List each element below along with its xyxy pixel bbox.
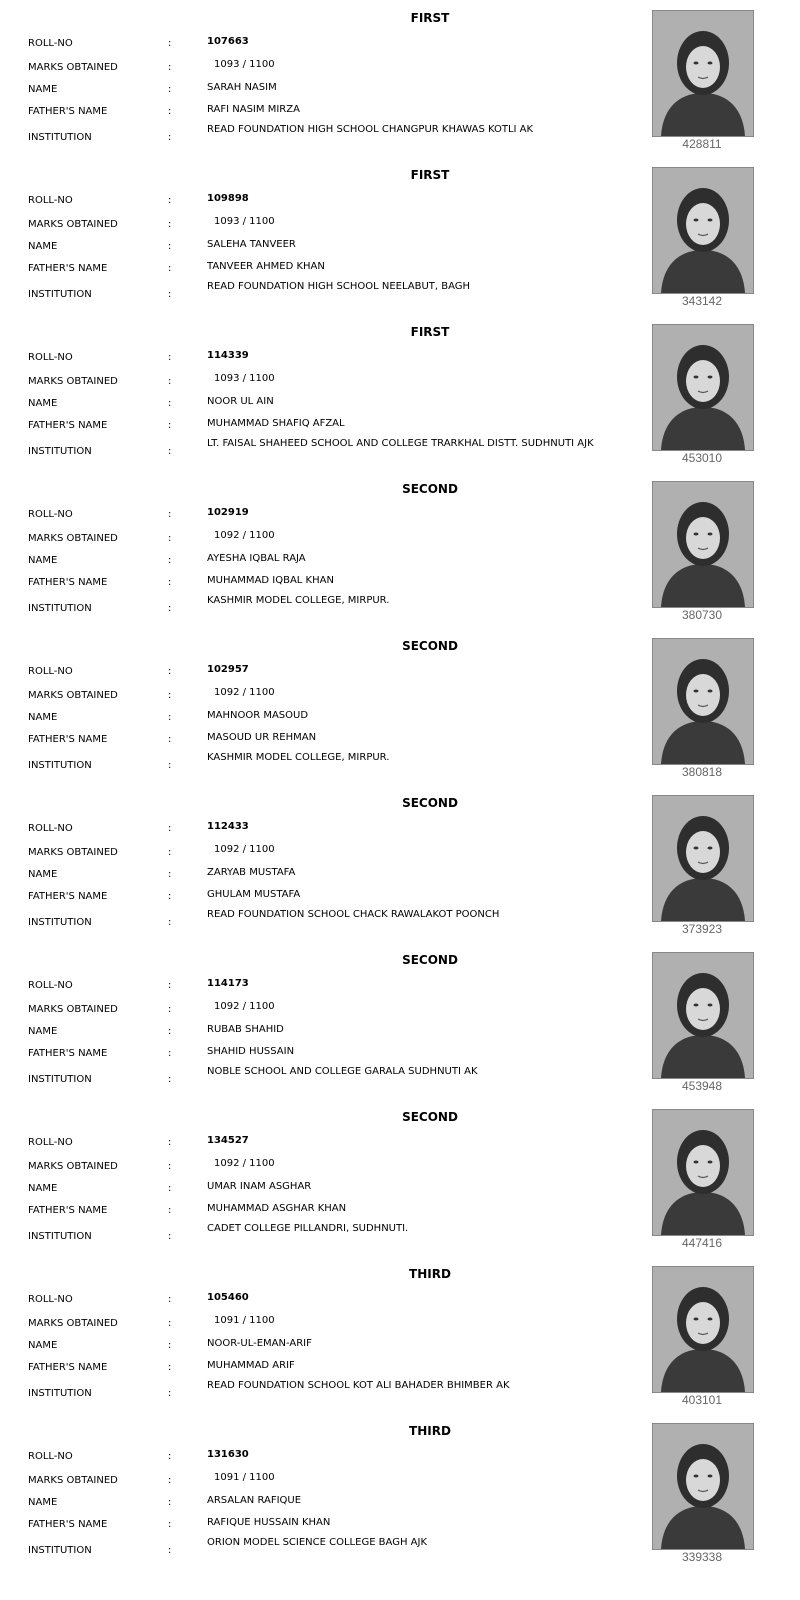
separator: : — [168, 666, 172, 677]
roll-no-value: 131630 — [207, 1449, 249, 1460]
marks-value: 1092 / 1100 — [214, 1001, 275, 1012]
marks-value: 1092 / 1100 — [214, 1158, 275, 1169]
separator: : — [168, 106, 172, 117]
student-photo — [652, 1266, 754, 1393]
marks-label: MARKS OBTAINED — [28, 1318, 118, 1329]
separator: : — [168, 420, 172, 431]
photo-id: 453948 — [681, 1079, 723, 1093]
separator: : — [168, 1388, 172, 1399]
result-record — [0, 1256, 800, 1413]
name-value: ZARYAB MUSTAFA — [207, 867, 296, 878]
separator: : — [168, 1475, 172, 1486]
separator: : — [168, 289, 172, 300]
separator: : — [168, 84, 172, 95]
roll-no-label: ROLL-NO — [28, 38, 73, 49]
fathers-name-value: SHAHID HUSSAIN — [207, 1046, 295, 1057]
name-value: NOOR-UL-EMAN-ARIF — [207, 1338, 312, 1349]
position-heading: THIRD — [409, 1267, 451, 1281]
separator: : — [168, 38, 172, 49]
separator: : — [168, 1519, 172, 1530]
separator: : — [168, 533, 172, 544]
institution-label: INSTITUTION — [28, 1388, 92, 1399]
marks-label: MARKS OBTAINED — [28, 847, 118, 858]
result-record — [0, 314, 800, 471]
photo-id: 339338 — [681, 1550, 723, 1564]
separator: : — [168, 847, 172, 858]
separator: : — [168, 980, 172, 991]
marks-label: MARKS OBTAINED — [28, 1475, 118, 1486]
institution-label: INSTITUTION — [28, 446, 92, 457]
separator: : — [168, 376, 172, 387]
institution-value: READ FOUNDATION SCHOOL CHACK RAWALAKOT POONCH — [207, 909, 500, 920]
student-photo — [652, 481, 754, 608]
separator: : — [168, 555, 172, 566]
separator: : — [168, 263, 172, 274]
fathers-name-label: FATHER'S NAME — [28, 734, 108, 745]
result-record — [0, 785, 800, 942]
position-heading: FIRST — [410, 325, 450, 339]
roll-no-value: 102957 — [207, 664, 249, 675]
institution-label: INSTITUTION — [28, 917, 92, 928]
marks-label: MARKS OBTAINED — [28, 62, 118, 73]
fathers-name-label: FATHER'S NAME — [28, 577, 108, 588]
separator: : — [168, 446, 172, 457]
separator: : — [168, 241, 172, 252]
name-label: NAME — [28, 1183, 58, 1194]
result-record — [0, 1099, 800, 1256]
separator: : — [168, 1451, 172, 1462]
roll-no-value: 109898 — [207, 193, 249, 204]
photo-id: 380730 — [681, 608, 723, 622]
marks-value: 1092 / 1100 — [214, 844, 275, 855]
photo-id: 403101 — [681, 1393, 723, 1407]
institution-label: INSTITUTION — [28, 760, 92, 771]
roll-no-value: 105460 — [207, 1292, 249, 1303]
name-label: NAME — [28, 1497, 58, 1508]
institution-value: NOBLE SCHOOL AND COLLEGE GARALA SUDHNUTI AK — [207, 1066, 478, 1077]
separator: : — [168, 195, 172, 206]
position-heading: SECOND — [402, 639, 458, 653]
separator: : — [168, 1026, 172, 1037]
separator: : — [168, 760, 172, 771]
separator: : — [168, 1004, 172, 1015]
institution-label: INSTITUTION — [28, 603, 92, 614]
photo-id: 343142 — [681, 294, 723, 308]
separator: : — [168, 1545, 172, 1556]
fathers-name-label: FATHER'S NAME — [28, 1519, 108, 1530]
name-value: AYESHA IQBAL RAJA — [207, 553, 306, 564]
result-record — [0, 628, 800, 785]
separator: : — [168, 62, 172, 73]
separator: : — [168, 1161, 172, 1172]
name-value: UMAR INAM ASGHAR — [207, 1181, 312, 1192]
fathers-name-value: RAFIQUE HUSSAIN KHAN — [207, 1517, 331, 1528]
separator: : — [168, 917, 172, 928]
institution-label: INSTITUTION — [28, 1074, 92, 1085]
position-heading: FIRST — [410, 168, 450, 182]
result-record — [0, 942, 800, 1099]
institution-value: KASHMIR MODEL COLLEGE, MIRPUR. — [207, 752, 390, 763]
roll-no-value: 114173 — [207, 978, 249, 989]
fathers-name-label: FATHER'S NAME — [28, 891, 108, 902]
marks-label: MARKS OBTAINED — [28, 1004, 118, 1015]
student-photo — [652, 324, 754, 451]
separator: : — [168, 1205, 172, 1216]
student-photo — [652, 795, 754, 922]
marks-value: 1092 / 1100 — [214, 687, 275, 698]
institution-value: READ FOUNDATION HIGH SCHOOL CHANGPUR KHAWAS KOTLI AK — [207, 124, 534, 135]
separator: : — [168, 603, 172, 614]
position-heading: SECOND — [402, 796, 458, 810]
marks-label: MARKS OBTAINED — [28, 376, 118, 387]
fathers-name-label: FATHER'S NAME — [28, 1362, 108, 1373]
marks-value: 1093 / 1100 — [214, 59, 275, 70]
separator: : — [168, 1362, 172, 1373]
separator: : — [168, 1137, 172, 1148]
fathers-name-label: FATHER'S NAME — [28, 1048, 108, 1059]
fathers-name-value: RAFI NASIM MIRZA — [207, 104, 300, 115]
position-heading: SECOND — [402, 953, 458, 967]
roll-no-label: ROLL-NO — [28, 352, 73, 363]
fathers-name-label: FATHER'S NAME — [28, 263, 108, 274]
position-heading: FIRST — [410, 11, 450, 25]
name-label: NAME — [28, 1340, 58, 1351]
separator: : — [168, 1183, 172, 1194]
student-photo — [652, 1423, 754, 1550]
marks-value: 1093 / 1100 — [214, 373, 275, 384]
separator: : — [168, 219, 172, 230]
institution-label: INSTITUTION — [28, 132, 92, 143]
separator: : — [168, 1497, 172, 1508]
separator: : — [168, 1048, 172, 1059]
roll-no-label: ROLL-NO — [28, 1137, 73, 1148]
photo-id: 373923 — [681, 922, 723, 936]
result-record — [0, 157, 800, 314]
fathers-name-value: MUHAMMAD SHAFIQ AFZAL — [207, 418, 345, 429]
marks-value: 1092 / 1100 — [214, 530, 275, 541]
student-photo — [652, 10, 754, 137]
institution-label: INSTITUTION — [28, 289, 92, 300]
separator: : — [168, 509, 172, 520]
roll-no-label: ROLL-NO — [28, 1294, 73, 1305]
name-label: NAME — [28, 869, 58, 880]
roll-no-value: 134527 — [207, 1135, 249, 1146]
fathers-name-value: MUHAMMAD ASGHAR KHAN — [207, 1203, 347, 1214]
fathers-name-label: FATHER'S NAME — [28, 420, 108, 431]
result-record — [0, 471, 800, 628]
result-record — [0, 1413, 800, 1570]
fathers-name-value: GHULAM MUSTAFA — [207, 889, 301, 900]
fathers-name-label: FATHER'S NAME — [28, 106, 108, 117]
photo-id: 428811 — [682, 137, 722, 151]
photo-id: 380818 — [681, 765, 723, 779]
roll-no-label: ROLL-NO — [28, 1451, 73, 1462]
student-photo — [652, 167, 754, 294]
name-label: NAME — [28, 241, 58, 252]
separator: : — [168, 132, 172, 143]
marks-value: 1091 / 1100 — [214, 1472, 275, 1483]
separator: : — [168, 1294, 172, 1305]
separator: : — [168, 1231, 172, 1242]
fathers-name-label: FATHER'S NAME — [28, 1205, 108, 1216]
student-photo — [652, 638, 754, 765]
separator: : — [168, 1340, 172, 1351]
name-label: NAME — [28, 398, 58, 409]
roll-no-value: 114339 — [207, 350, 249, 361]
separator: : — [168, 690, 172, 701]
marks-value: 1093 / 1100 — [214, 216, 275, 227]
institution-value: READ FOUNDATION SCHOOL KOT ALI BAHADER BHIMBER AK — [207, 1380, 510, 1391]
marks-label: MARKS OBTAINED — [28, 690, 118, 701]
institution-label: INSTITUTION — [28, 1545, 92, 1556]
name-value: MAHNOOR MASOUD — [207, 710, 309, 721]
institution-value: KASHMIR MODEL COLLEGE, MIRPUR. — [207, 595, 390, 606]
separator: : — [168, 1318, 172, 1329]
institution-value: READ FOUNDATION HIGH SCHOOL NEELABUT, BAGH — [207, 281, 471, 292]
position-heading: SECOND — [402, 1110, 458, 1124]
institution-value: LT. FAISAL SHAHEED SCHOOL AND COLLEGE TRARKHAL DISTT. SUDHNUTI AJK — [207, 438, 594, 449]
fathers-name-value: MASOUD UR REHMAN — [207, 732, 317, 743]
roll-no-label: ROLL-NO — [28, 666, 73, 677]
separator: : — [168, 352, 172, 363]
roll-no-value: 112433 — [207, 821, 249, 832]
name-label: NAME — [28, 1026, 58, 1037]
separator: : — [168, 577, 172, 588]
roll-no-value: 102919 — [207, 507, 249, 518]
marks-label: MARKS OBTAINED — [28, 219, 118, 230]
roll-no-label: ROLL-NO — [28, 195, 73, 206]
fathers-name-value: MUHAMMAD IQBAL KHAN — [207, 575, 334, 586]
name-label: NAME — [28, 555, 58, 566]
separator: : — [168, 869, 172, 880]
name-value: RUBAB SHAHID — [207, 1024, 284, 1035]
roll-no-label: ROLL-NO — [28, 823, 73, 834]
marks-label: MARKS OBTAINED — [28, 1161, 118, 1172]
position-heading: SECOND — [402, 482, 458, 496]
separator: : — [168, 1074, 172, 1085]
roll-no-label: ROLL-NO — [28, 509, 73, 520]
name-value: ARSALAN RAFIQUE — [207, 1495, 302, 1506]
roll-no-label: ROLL-NO — [28, 980, 73, 991]
separator: : — [168, 398, 172, 409]
result-record — [0, 0, 800, 157]
marks-label: MARKS OBTAINED — [28, 533, 118, 544]
fathers-name-value: TANVEER AHMED KHAN — [207, 261, 325, 272]
photo-id: 453010 — [681, 451, 723, 465]
roll-no-value: 107663 — [207, 36, 249, 47]
institution-label: INSTITUTION — [28, 1231, 92, 1242]
photo-id: 447416 — [681, 1236, 723, 1250]
position-heading: THIRD — [409, 1424, 451, 1438]
student-photo — [652, 1109, 754, 1236]
separator: : — [168, 734, 172, 745]
institution-value: ORION MODEL SCIENCE COLLEGE BAGH AJK — [207, 1537, 428, 1548]
separator: : — [168, 712, 172, 723]
fathers-name-value: MUHAMMAD ARIF — [207, 1360, 295, 1371]
student-photo — [652, 952, 754, 1079]
institution-value: CADET COLLEGE PILLANDRI, SUDHNUTI. — [207, 1223, 409, 1234]
name-label: NAME — [28, 84, 58, 95]
marks-value: 1091 / 1100 — [214, 1315, 275, 1326]
name-value: SALEHA TANVEER — [207, 239, 296, 250]
name-value: SARAH NASIM — [207, 82, 277, 93]
name-label: NAME — [28, 712, 58, 723]
separator: : — [168, 891, 172, 902]
separator: : — [168, 823, 172, 834]
name-value: NOOR UL AIN — [207, 396, 274, 407]
